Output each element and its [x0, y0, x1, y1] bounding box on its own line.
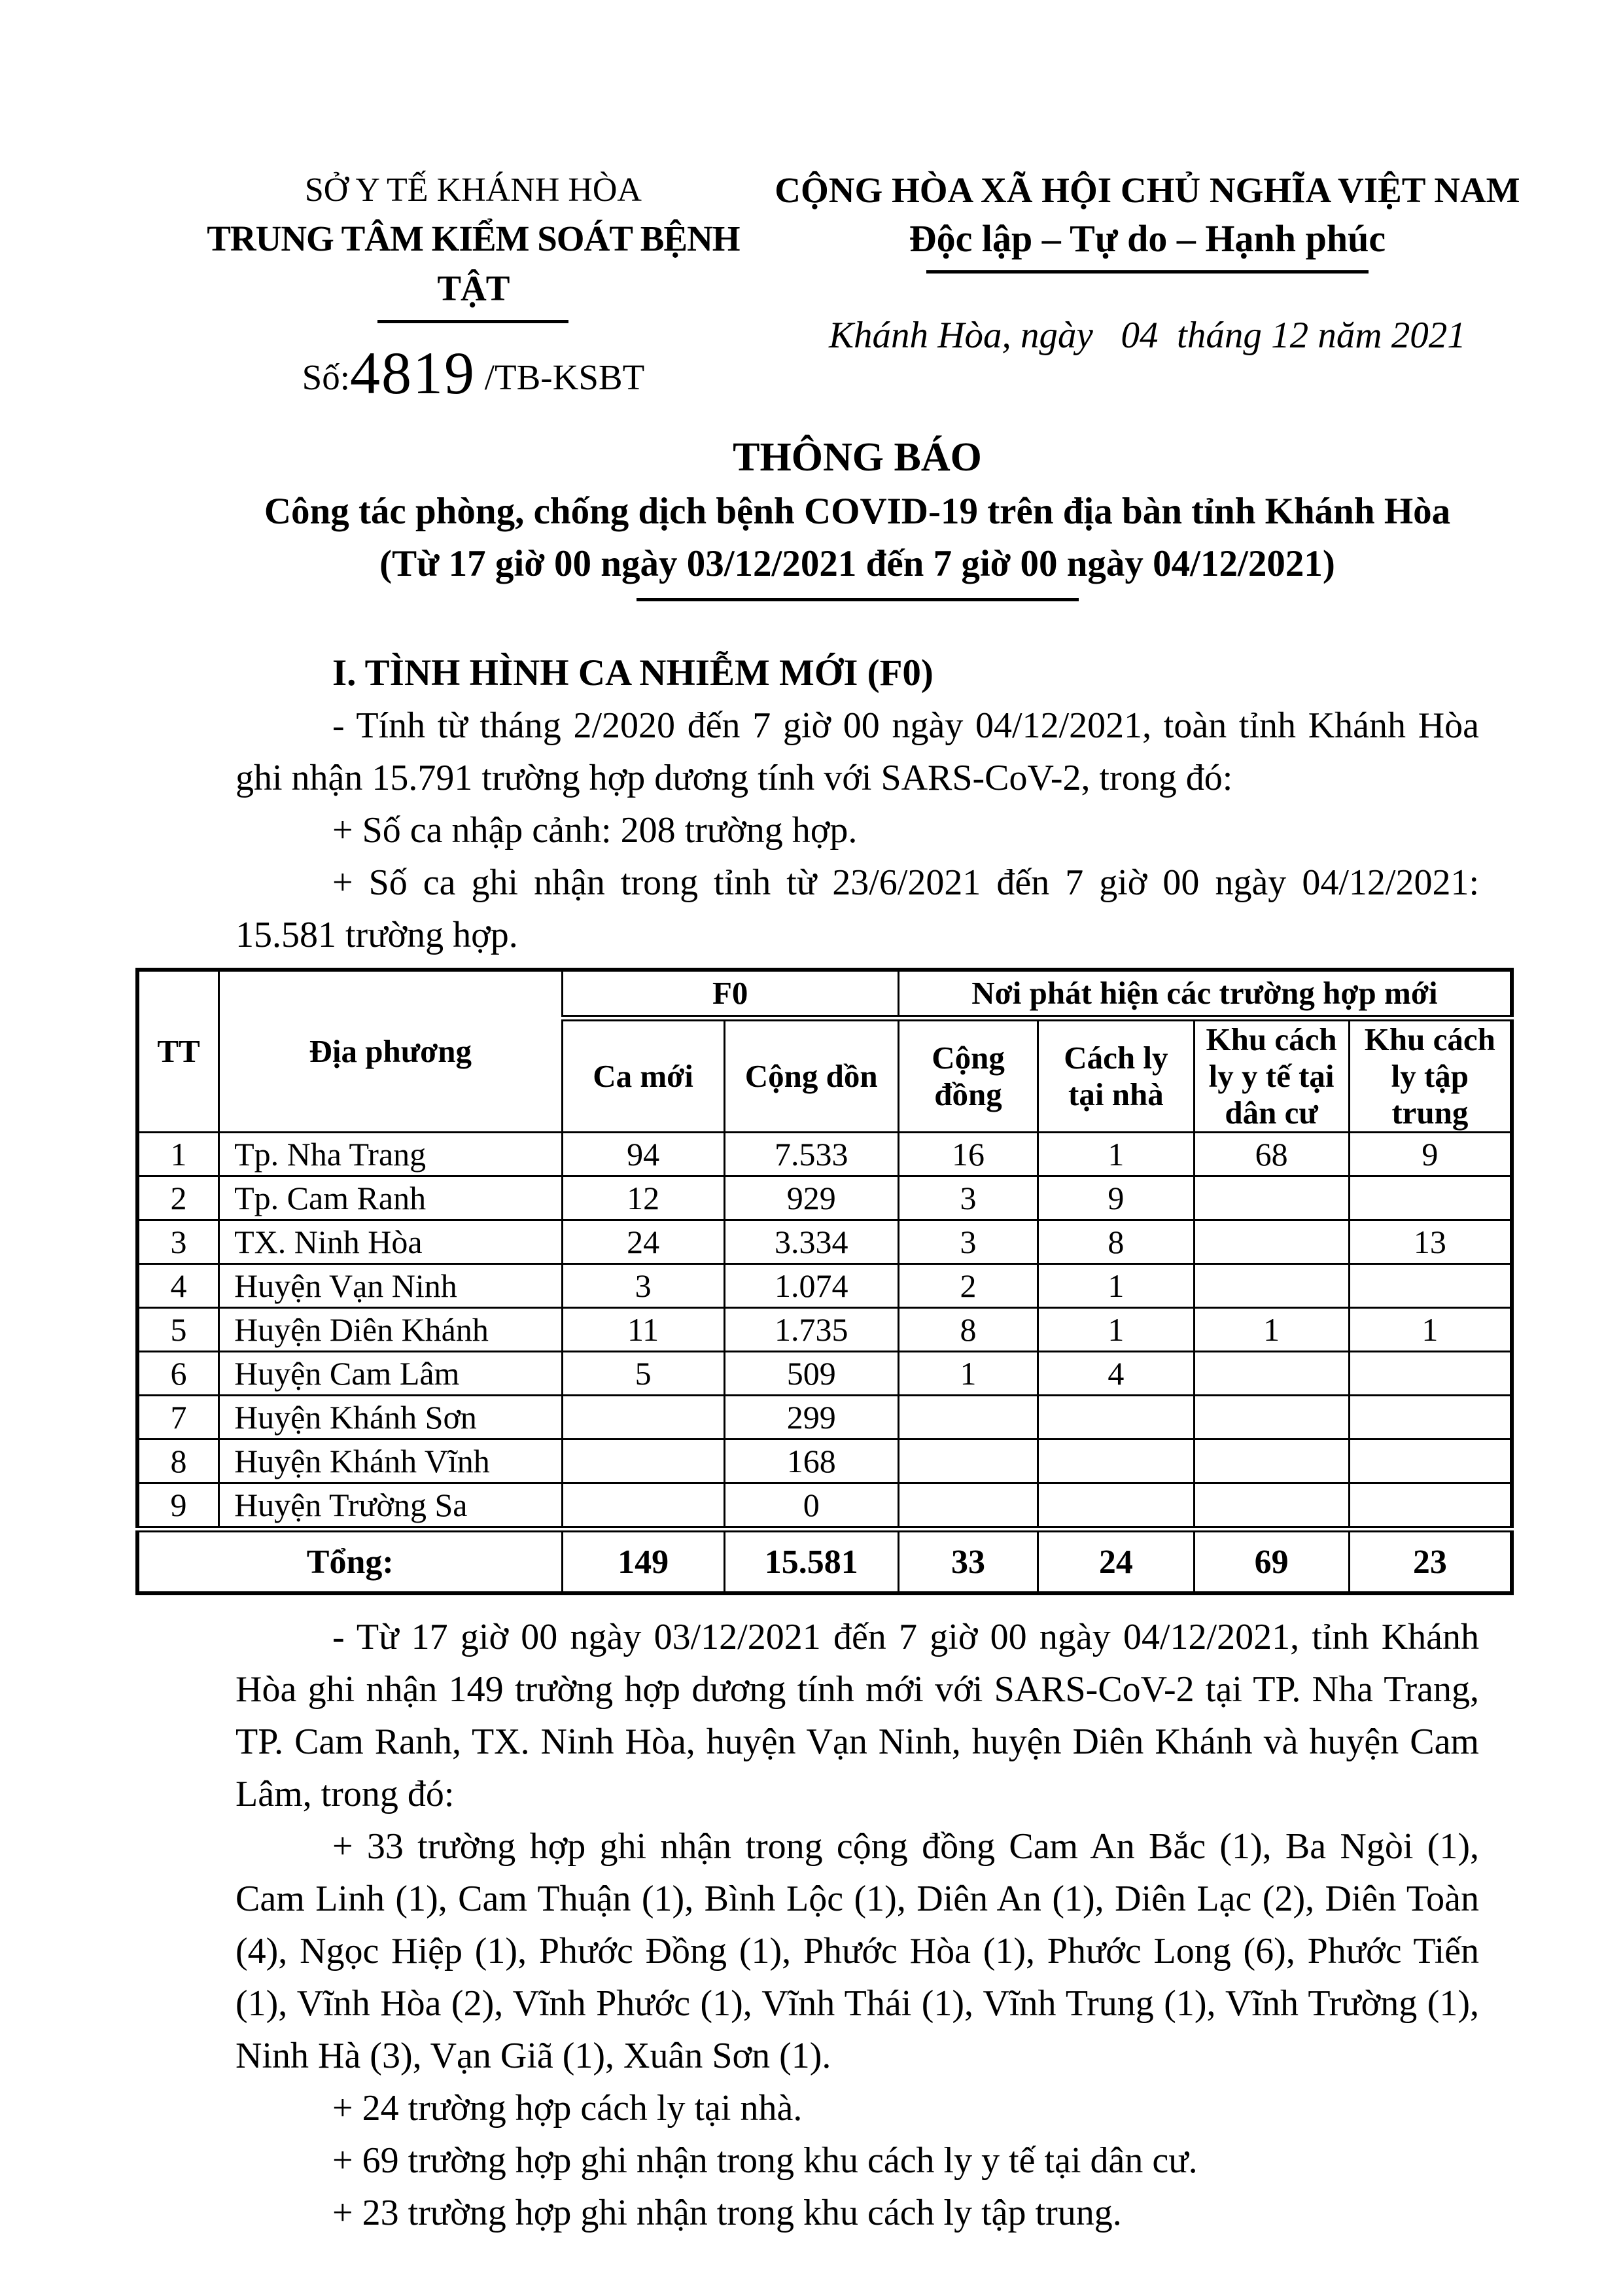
table-row	[137, 1352, 1512, 1396]
column-header-location: Địa phương	[219, 970, 562, 1133]
document-title-block	[236, 429, 1479, 601]
table-cell: 3.334	[724, 1220, 898, 1264]
table-cell: 24	[562, 1220, 724, 1264]
total-new-cases: 149	[562, 1529, 724, 1593]
total-cumulative: 15.581	[724, 1529, 898, 1593]
paragraph: + 23 trường hợp ghi nhận trong khu cách ly tập trung.	[332, 2193, 1122, 2233]
column-header-central-quarantine-zone: Khu cách ly tập trung	[1349, 1018, 1512, 1133]
table-cell: Huyện Cam Lâm	[219, 1352, 562, 1396]
national-title: CỘNG HÒA XÃ HỘI CHỦ NGHĨA VIỆT NAM	[775, 170, 1520, 210]
table-row	[137, 1220, 1512, 1264]
total-label: Tổng:	[137, 1529, 562, 1593]
table-cell: 0	[724, 1483, 898, 1530]
document-date-range: (Từ 17 giờ 00 ngày 03/12/2021 đến 7 giờ 00 ngày 04/12/2021)	[379, 543, 1335, 584]
paragraph: + 24 trường hợp cách ly tại nhà.	[332, 2088, 803, 2128]
table-cell: 1.074	[724, 1264, 898, 1308]
total-central-quarantine-zone: 23	[1349, 1529, 1512, 1593]
table-cell	[1194, 1220, 1349, 1264]
total-medical-quarantine-zone: 69	[1194, 1529, 1349, 1593]
motto-underline	[926, 270, 1369, 274]
column-header-home-quarantine: Cách ly tại nhà	[1038, 1018, 1194, 1133]
table-cell: 4	[1038, 1352, 1194, 1396]
org-underline	[377, 320, 568, 323]
table-cell	[562, 1439, 724, 1483]
column-header-medical-quarantine-zone: Khu cách ly y tế tại dân cư	[1194, 1018, 1349, 1133]
paragraph: + Số ca nhập cảnh: 208 trường hợp.	[332, 810, 858, 851]
table-row	[137, 1396, 1512, 1439]
paragraph: - Tính từ tháng 2/2020 đến 7 giờ 00 ngày 04/12/2021, toàn tỉnh Khánh Hòa ghi nhận 15.791 trường hợp dương tính với SARS-CoV-2, trong đó:	[236, 705, 1479, 798]
document-subtitle: Công tác phòng, chống dịch bệnh COVID-19 trên địa bàn tỉnh Khánh Hòa	[264, 491, 1451, 532]
table-cell: Tp. Nha Trang	[219, 1133, 562, 1176]
table-cell	[898, 1439, 1038, 1483]
national-header-block	[770, 167, 1525, 403]
table-cell: 11	[562, 1308, 724, 1352]
org-parent-name: SỞ Y TẾ KHÁNH HÒA	[304, 171, 642, 209]
table-cell: Huyện Vạn Ninh	[219, 1264, 562, 1308]
document-title: THÔNG BÁO	[733, 435, 982, 480]
table-header	[137, 970, 1512, 1133]
table-cell: 7.533	[724, 1133, 898, 1176]
total-home-quarantine: 24	[1038, 1529, 1194, 1593]
table-row	[137, 1483, 1512, 1530]
table-cell	[1349, 1264, 1512, 1308]
column-group-f0: F0	[562, 970, 898, 1018]
document-header	[177, 167, 1525, 406]
table-cell	[1349, 1396, 1512, 1439]
table-cell: Huyện Trường Sa	[219, 1483, 562, 1530]
covid-statistics-table	[135, 968, 1514, 1595]
table-cell: 8	[898, 1308, 1038, 1352]
table-total-row	[137, 1529, 1512, 1593]
table-cell	[562, 1483, 724, 1530]
table-cell	[1194, 1176, 1349, 1220]
table-cell	[1349, 1439, 1512, 1483]
table-cell: 1.735	[724, 1308, 898, 1352]
table-cell: Huyện Khánh Vĩnh	[219, 1439, 562, 1483]
table-cell: 5	[137, 1308, 219, 1352]
table-row	[137, 1439, 1512, 1483]
table-cell: 3	[137, 1220, 219, 1264]
table-cell	[898, 1396, 1038, 1439]
table-cell: 1	[1038, 1308, 1194, 1352]
table-cell: 8	[137, 1439, 219, 1483]
table-cell: 9	[137, 1483, 219, 1530]
table-row	[137, 1308, 1512, 1352]
table-cell: 3	[898, 1220, 1038, 1264]
table-cell	[1349, 1176, 1512, 1220]
table-cell: 7	[137, 1396, 219, 1439]
table-cell	[1038, 1439, 1194, 1483]
table-cell: 509	[724, 1352, 898, 1396]
table-row	[137, 1133, 1512, 1176]
table-cell: 4	[137, 1264, 219, 1308]
paragraph: + 33 trường hợp ghi nhận trong cộng đồng Cam An Bắc (1), Ba Ngòi (1), Cam Linh (1), Cam Thuận (1), Bình Lộc (1), Diên An (1), Diên Lạc (2), Diên Toàn (4), Ngọc Hiệp (1), Phước Đồng (1), Phước Hòa (1), Phước Long (6), Phước Tiến (1), Vĩnh Hòa (2), Vĩnh Phước (1), Vĩnh Thái (1), Vĩnh Trung (1), Vĩnh Trường (1), Ninh Hà (3), Vạn Giã (1), Xuân Sơn (1).	[236, 1826, 1479, 2076]
table-cell: 168	[724, 1439, 898, 1483]
table-cell: 12	[562, 1176, 724, 1220]
table-cell: 1	[1038, 1264, 1194, 1308]
table-cell: 68	[1194, 1133, 1349, 1176]
table-cell: 8	[1038, 1220, 1194, 1264]
paragraph: + 69 trường hợp ghi nhận trong khu cách ly y tế tại dân cư.	[332, 2140, 1198, 2181]
table-cell: 1	[137, 1133, 219, 1176]
table-cell: 2	[898, 1264, 1038, 1308]
table-cell: 5	[562, 1352, 724, 1396]
table-cell: 1	[1038, 1133, 1194, 1176]
table-body	[137, 1133, 1512, 1530]
section-1-heading: I. TÌNH HÌNH CA NHIỄM MỚI (F0)	[332, 652, 934, 694]
table-cell: Huyện Diên Khánh	[219, 1308, 562, 1352]
table-cell	[1349, 1483, 1512, 1530]
table-cell: 3	[562, 1264, 724, 1308]
table-cell: 2	[137, 1176, 219, 1220]
table-cell	[1194, 1352, 1349, 1396]
table-cell: 3	[898, 1176, 1038, 1220]
table-row	[137, 1176, 1512, 1220]
org-name: TRUNG TÂM KIỂM SOÁT BỆNH TẬT	[207, 219, 740, 308]
table-cell: 9	[1038, 1176, 1194, 1220]
table-cell	[562, 1396, 724, 1439]
table-cell	[1194, 1396, 1349, 1439]
document-number: 4819	[349, 340, 476, 406]
table-cell: 299	[724, 1396, 898, 1439]
title-underline	[637, 598, 1079, 601]
table-cell: 94	[562, 1133, 724, 1176]
table-cell	[1194, 1264, 1349, 1308]
table-cell: 16	[898, 1133, 1038, 1176]
table-cell: 13	[1349, 1220, 1512, 1264]
table-cell: 1	[898, 1352, 1038, 1396]
national-motto: Độc lập – Tự do – Hạnh phúc	[909, 217, 1386, 260]
table-cell: Tp. Cam Ranh	[219, 1176, 562, 1220]
issuing-org-block	[177, 167, 770, 406]
table-cell: 1	[1194, 1308, 1349, 1352]
table-cell	[898, 1483, 1038, 1530]
table-cell	[1194, 1439, 1349, 1483]
column-header-cumulative: Cộng dồn	[724, 1018, 898, 1133]
document-number-line	[177, 340, 770, 406]
document-number-suffix: /TB-KSBT	[475, 357, 645, 397]
total-community: 33	[898, 1529, 1038, 1593]
table-cell: 6	[137, 1352, 219, 1396]
column-group-place-detected: Nơi phát hiện các trường hợp mới	[898, 970, 1512, 1018]
table-row	[137, 1264, 1512, 1308]
column-header-community: Cộng đồng	[898, 1018, 1038, 1133]
table-cell: 929	[724, 1176, 898, 1220]
table-header-group-row	[137, 970, 1512, 1018]
column-header-tt: TT	[137, 970, 219, 1133]
place-date-line: Khánh Hòa, ngày 04 tháng 12 năm 2021	[829, 315, 1466, 356]
table-cell: 1	[1349, 1308, 1512, 1352]
table-cell	[1194, 1483, 1349, 1530]
table-cell: TX. Ninh Hòa	[219, 1220, 562, 1264]
table-cell: Huyện Khánh Sơn	[219, 1396, 562, 1439]
document-number-label: Số:	[302, 357, 350, 397]
paragraph: + Số ca ghi nhận trong tỉnh từ 23/6/2021 đến 7 giờ 00 ngày 04/12/2021: 15.581 trường hợp.	[236, 862, 1479, 955]
table-cell: 9	[1349, 1133, 1512, 1176]
column-header-new-cases: Ca mới	[562, 1018, 724, 1133]
table-cell	[1038, 1483, 1194, 1530]
paragraph: - Từ 17 giờ 00 ngày 03/12/2021 đến 7 giờ 00 ngày 04/12/2021, tỉnh Khánh Hòa ghi nhận 149 trường hợp dương tính mới với SARS-CoV-2 tại TP. Nha Trang, TP. Cam Ranh, TX. Ninh Hòa, huyện Vạn Ninh, huyện Diên Khánh và huyện Cam Lâm, trong đó:	[236, 1617, 1479, 1814]
table-cell	[1349, 1352, 1512, 1396]
table-cell	[1038, 1396, 1194, 1439]
